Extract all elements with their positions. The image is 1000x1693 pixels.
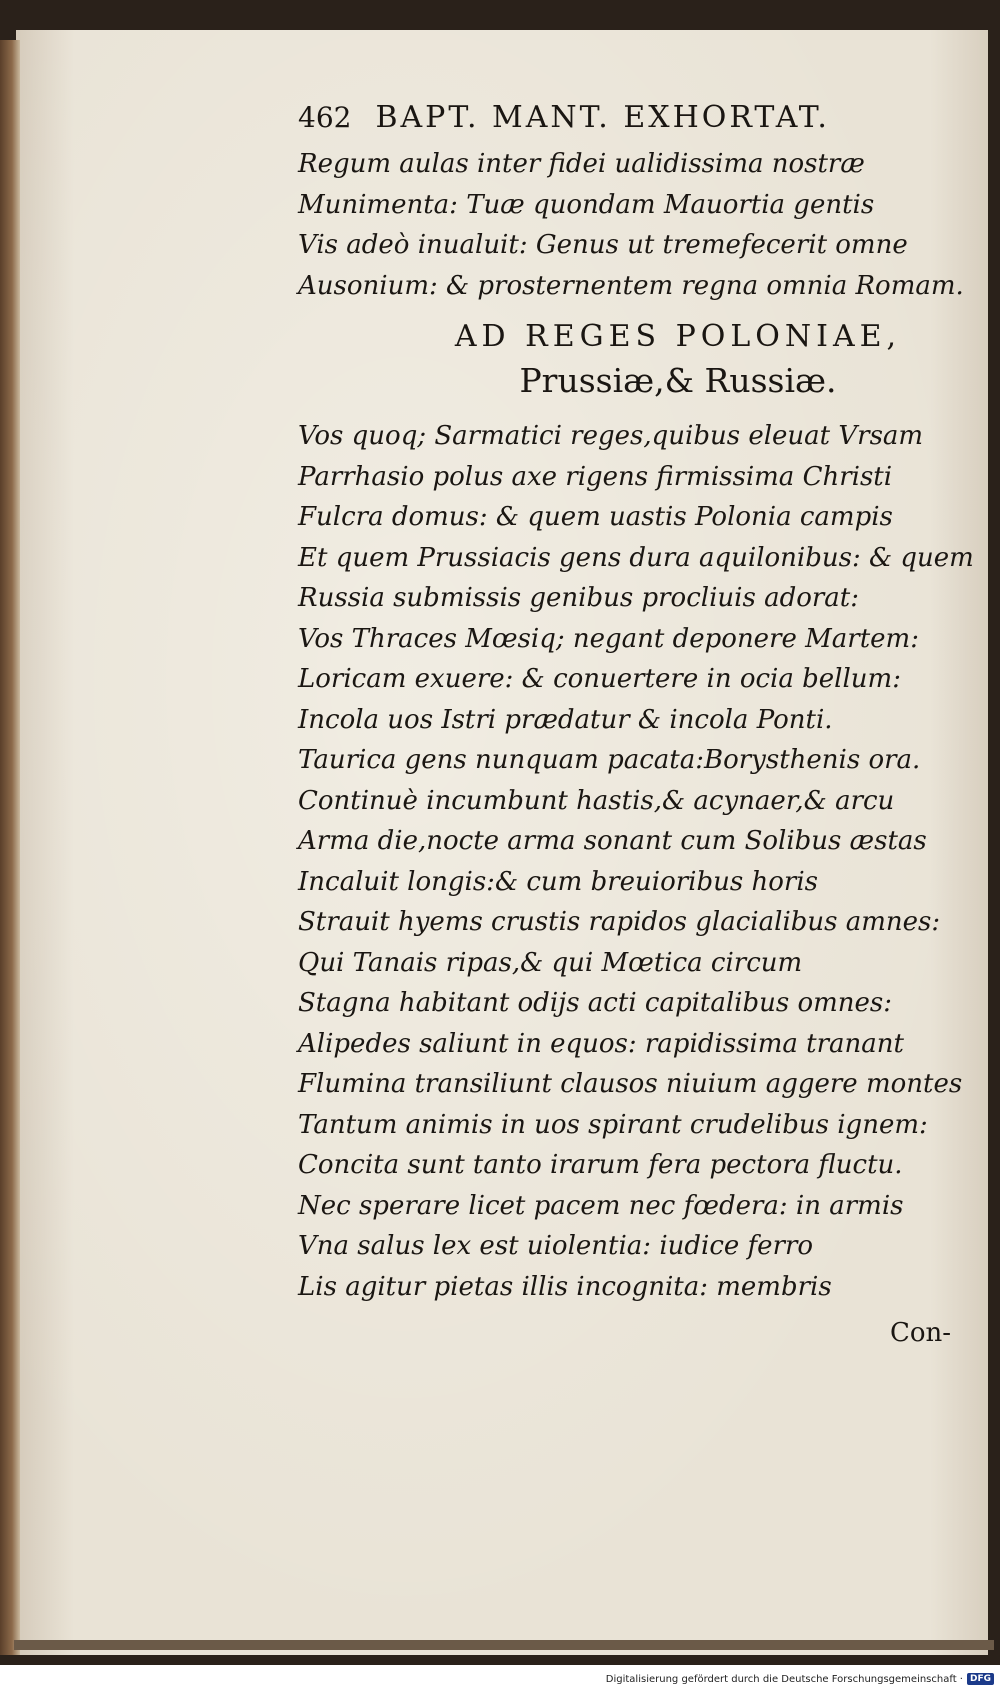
verse-line: Alipedes saliunt in equos: rapidissima tranant: [298, 1028, 904, 1059]
running-head: [298, 100, 958, 144]
verse-block-top: [298, 144, 964, 306]
section-heading: AD REGES POLONIAE,: [454, 319, 902, 354]
verse-line: Vis adeò inualuit: Genus ut tremefecerit omne: [298, 230, 908, 260]
verse-line: Nec sperare licet pacem nec fœdera: in armis: [298, 1190, 904, 1221]
page-bottom-edge: [14, 1640, 994, 1650]
verse-line: Taurica gens nunquam pacata:Borysthenis ora.: [298, 745, 921, 775]
page-number: 462: [298, 101, 352, 134]
verse-line: Munimenta: Tuæ quondam Mauortia gentis: [298, 189, 875, 220]
dfg-logo-icon: DFG: [967, 1673, 994, 1685]
verse-line: Incaluit longis:& cum breuioribus horis: [298, 866, 818, 897]
verse-line: Parrhasio polus axe rigens firmissima Christi: [298, 461, 893, 492]
verse-line: Russia submissis genibus procliuis adorat:: [298, 583, 860, 613]
verse-line: Stagna habitant odijs acti capitalibus omnes:: [298, 988, 893, 1018]
verse-line: Incola uos Istri prædatur & incola Ponti.: [298, 704, 833, 735]
verse-line: Fulcra domus: & quem uastis Polonia campis: [298, 502, 893, 532]
verse-line: Et quem Prussiacis gens dura aquilonibus: & quem: [298, 542, 974, 573]
verse-line: Continuè incumbunt hastis,& acynaer,& arcu: [298, 785, 895, 816]
verse-line: Arma die,nocte arma sonant cum Solibus æstas: [298, 826, 927, 856]
verse-line: Flumina transiliunt clausos niuium aggere montes: [298, 1069, 963, 1099]
verse-line: Concita sunt tanto irarum fera pectora fluctu.: [298, 1150, 903, 1180]
verse-line: Strauit hyems crustis rapidos glacialibus amnes:: [298, 907, 941, 937]
verse-line: Ausonium: & prosternentem regna omnia Romam.: [298, 270, 964, 301]
verse-line: Vos Thraces Mœsiq; negant deponere Martem:: [298, 623, 919, 654]
verse-block-main: [298, 416, 974, 1307]
catchword: Con-: [890, 1318, 952, 1348]
book-spine: [0, 40, 20, 1655]
running-title: BAPT. MANT. EXHORTAT.: [375, 100, 830, 135]
verse-line: Vos quoq; Sarmatici reges,quibus eleuat Vrsam: [298, 421, 924, 451]
verse-line: Qui Tanais ripas,& qui Mœtica circum: [298, 947, 803, 978]
verse-line: Loricam exuere: & conuertere in ocia bellum:: [298, 664, 901, 694]
verse-line: Regum aulas inter fidei ualidissima nostræ: [298, 149, 865, 179]
digitization-footer: [606, 1673, 994, 1685]
verse-line: Vna salus lex est uiolentia: iudice ferro: [298, 1231, 814, 1261]
section-subheading: Prussiæ,& Russiæ.: [519, 361, 837, 400]
page-text: [298, 100, 974, 1307]
footer-text: Digitalisierung gefördert durch die Deutsche Forschungsgemeinschaft ·: [605, 1673, 963, 1685]
verse-line: Lis agitur pietas illis incognita: membris: [298, 1271, 832, 1302]
verse-line: Tantum animis in uos spirant crudelibus ignem:: [298, 1109, 928, 1140]
